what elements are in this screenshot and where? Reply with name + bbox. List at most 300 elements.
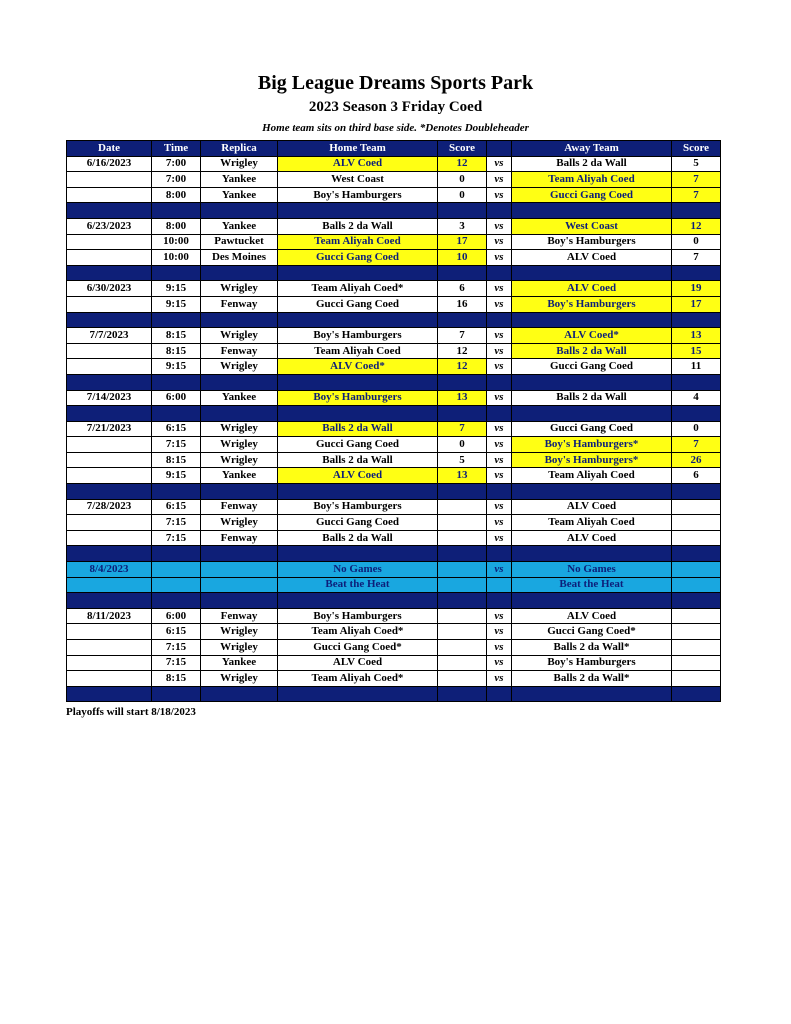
replica-field-cell: Fenway: [201, 296, 278, 312]
replica-field-cell: Fenway: [201, 608, 278, 624]
separator-cell: [278, 374, 438, 390]
date-cell: 8/4/2023: [67, 562, 152, 578]
replica-field-cell: Fenway: [201, 343, 278, 359]
time-cell: 9:15: [152, 468, 201, 484]
away-team-cell: ALV Coed: [512, 530, 672, 546]
separator-cell: [672, 484, 721, 500]
away-team-cell: Balls 2 da Wall: [512, 156, 672, 172]
separator-cell: [512, 203, 672, 219]
separator-cell: [278, 484, 438, 500]
separator-cell: [152, 203, 201, 219]
away-team-cell: Boy's Hamburgers*: [512, 437, 672, 453]
away-score-cell: [672, 562, 721, 578]
time-cell: 7:15: [152, 437, 201, 453]
home-score-cell: [438, 624, 487, 640]
date-cell: [67, 172, 152, 188]
separator-cell: [67, 406, 152, 422]
date-cell: 7/21/2023: [67, 421, 152, 437]
date-cell: [67, 437, 152, 453]
separator-cell: [67, 265, 152, 281]
date-cell: [67, 655, 152, 671]
home-team-cell: ALV Coed: [278, 156, 438, 172]
away-team-cell: Balls 2 da Wall: [512, 343, 672, 359]
week-separator-row: [67, 203, 721, 219]
away-team-cell: ALV Coed: [512, 499, 672, 515]
vs-cell: vs: [487, 499, 512, 515]
game-row: [67, 437, 721, 453]
replica-field-cell: Wrigley: [201, 437, 278, 453]
replica-field-cell: Wrigley: [201, 156, 278, 172]
date-cell: 6/23/2023: [67, 218, 152, 234]
vs-cell: vs: [487, 218, 512, 234]
vs-cell: vs: [487, 437, 512, 453]
away-score-cell: 7: [672, 250, 721, 266]
home-team-cell: Beat the Heat: [278, 577, 438, 593]
home-score-cell: [438, 515, 487, 531]
home-score-cell: 7: [438, 421, 487, 437]
separator-cell: [672, 593, 721, 609]
time-cell: 8:15: [152, 328, 201, 344]
away-score-cell: 0: [672, 421, 721, 437]
replica-field-cell: Des Moines: [201, 250, 278, 266]
separator-cell: [672, 312, 721, 328]
away-score-cell: [672, 671, 721, 687]
vs-cell: vs: [487, 640, 512, 656]
vs-cell: vs: [487, 172, 512, 188]
away-team-cell: No Games: [512, 562, 672, 578]
away-score-cell: [672, 608, 721, 624]
week-separator-row: [67, 312, 721, 328]
separator-cell: [67, 593, 152, 609]
date-cell: [67, 640, 152, 656]
separator-cell: [152, 546, 201, 562]
game-row: [67, 296, 721, 312]
vs-cell: vs: [487, 468, 512, 484]
date-cell: [67, 468, 152, 484]
home-score-cell: 13: [438, 468, 487, 484]
time-cell: 7:00: [152, 172, 201, 188]
home-team-cell: Balls 2 da Wall: [278, 218, 438, 234]
page-title: Big League Dreams Sports Park: [257, 72, 534, 94]
game-row: [67, 172, 721, 188]
away-team-cell: Gucci Gang Coed: [512, 187, 672, 203]
separator-cell: [152, 593, 201, 609]
time-cell: 7:15: [152, 655, 201, 671]
separator-cell: [672, 374, 721, 390]
date-cell: [67, 577, 152, 593]
separator-cell: [487, 265, 512, 281]
game-row: [67, 562, 721, 578]
away-team-cell: Balls 2 da Wall: [512, 390, 672, 406]
vs-cell: vs: [487, 624, 512, 640]
home-team-cell: Boy's Hamburgers: [278, 608, 438, 624]
away-team-cell: Boy's Hamburgers: [512, 234, 672, 250]
separator-cell: [152, 374, 201, 390]
game-row: [67, 452, 721, 468]
vs-cell: vs: [487, 343, 512, 359]
separator-cell: [438, 312, 487, 328]
date-cell: 6/16/2023: [67, 156, 152, 172]
date-cell: [67, 187, 152, 203]
home-score-cell: [438, 499, 487, 515]
replica-field-cell: Pawtucket: [201, 234, 278, 250]
separator-cell: [152, 265, 201, 281]
home-score-cell: 0: [438, 172, 487, 188]
replica-field-cell: Wrigley: [201, 640, 278, 656]
separator-cell: [201, 686, 278, 702]
vs-cell: vs: [487, 562, 512, 578]
replica-field-cell: Wrigley: [201, 359, 278, 375]
home-score-cell: [438, 530, 487, 546]
game-row: [67, 187, 721, 203]
date-cell: [67, 343, 152, 359]
week-separator-row: [67, 265, 721, 281]
separator-cell: [201, 546, 278, 562]
date-cell: [67, 530, 152, 546]
vs-cell: vs: [487, 328, 512, 344]
home-team-cell: Gucci Gang Coed: [278, 515, 438, 531]
game-row: [67, 655, 721, 671]
home-team-cell: Team Aliyah Coed: [278, 234, 438, 250]
away-score-cell: 12: [672, 218, 721, 234]
vs-cell: vs: [487, 359, 512, 375]
header-replica: Replica: [201, 141, 278, 157]
separator-cell: [201, 484, 278, 500]
header-away-score: Score: [672, 141, 721, 157]
header-date: Date: [67, 141, 152, 157]
home-score-cell: 10: [438, 250, 487, 266]
separator-cell: [278, 265, 438, 281]
game-row: [67, 530, 721, 546]
replica-field-cell: [201, 577, 278, 593]
home-team-cell: Gucci Gang Coed: [278, 437, 438, 453]
time-cell: 6:00: [152, 608, 201, 624]
header-away-team: Away Team: [512, 141, 672, 157]
vs-cell: [487, 577, 512, 593]
away-team-cell: West Coast: [512, 218, 672, 234]
separator-cell: [512, 406, 672, 422]
time-cell: 8:15: [152, 452, 201, 468]
separator-cell: [278, 406, 438, 422]
replica-field-cell: Yankee: [201, 655, 278, 671]
date-cell: 7/28/2023: [67, 499, 152, 515]
game-row: [67, 499, 721, 515]
separator-cell: [487, 374, 512, 390]
week-separator-row: [67, 406, 721, 422]
game-row: [67, 250, 721, 266]
game-row: [67, 421, 721, 437]
playoffs-note: Playoffs will start 8/18/2023: [66, 706, 196, 718]
date-cell: [67, 250, 152, 266]
separator-cell: [512, 686, 672, 702]
vs-cell: vs: [487, 671, 512, 687]
separator-cell: [278, 203, 438, 219]
week-separator-row: [67, 546, 721, 562]
away-team-cell: ALV Coed: [512, 250, 672, 266]
home-team-cell: Team Aliyah Coed*: [278, 624, 438, 640]
away-score-cell: [672, 515, 721, 531]
separator-cell: [152, 406, 201, 422]
separator-cell: [438, 484, 487, 500]
home-score-cell: 5: [438, 452, 487, 468]
home-score-cell: 3: [438, 218, 487, 234]
time-cell: 6:15: [152, 421, 201, 437]
separator-cell: [201, 593, 278, 609]
separator-cell: [67, 374, 152, 390]
time-cell: 9:15: [152, 281, 201, 297]
separator-cell: [512, 374, 672, 390]
away-team-cell: Beat the Heat: [512, 577, 672, 593]
date-cell: [67, 624, 152, 640]
separator-cell: [487, 312, 512, 328]
date-cell: [67, 359, 152, 375]
home-team-cell: Balls 2 da Wall: [278, 452, 438, 468]
home-score-cell: 6: [438, 281, 487, 297]
home-score-cell: 0: [438, 187, 487, 203]
week-separator-row: [67, 593, 721, 609]
separator-cell: [512, 312, 672, 328]
home-score-cell: 16: [438, 296, 487, 312]
header-time: Time: [152, 141, 201, 157]
home-score-cell: [438, 608, 487, 624]
replica-field-cell: Wrigley: [201, 452, 278, 468]
away-score-cell: 5: [672, 156, 721, 172]
away-team-cell: ALV Coed: [512, 608, 672, 624]
away-score-cell: 0: [672, 234, 721, 250]
date-cell: [67, 671, 152, 687]
away-team-cell: Team Aliyah Coed: [512, 172, 672, 188]
away-score-cell: 11: [672, 359, 721, 375]
schedule-note: Home team sits on third base side. *Denotes Doubleheader: [262, 122, 529, 134]
time-cell: 7:15: [152, 530, 201, 546]
date-cell: 8/11/2023: [67, 608, 152, 624]
separator-cell: [67, 484, 152, 500]
home-team-cell: Gucci Gang Coed: [278, 296, 438, 312]
time-cell: 10:00: [152, 234, 201, 250]
date-cell: 7/14/2023: [67, 390, 152, 406]
separator-cell: [438, 203, 487, 219]
replica-field-cell: Yankee: [201, 468, 278, 484]
separator-cell: [438, 406, 487, 422]
schedule-table: [66, 140, 721, 702]
home-score-cell: [438, 655, 487, 671]
game-row: [67, 156, 721, 172]
separator-cell: [201, 406, 278, 422]
game-row: [67, 640, 721, 656]
separator-cell: [512, 546, 672, 562]
separator-cell: [67, 312, 152, 328]
separator-cell: [201, 374, 278, 390]
home-team-cell: Boy's Hamburgers: [278, 328, 438, 344]
away-score-cell: 7: [672, 172, 721, 188]
vs-cell: vs: [487, 515, 512, 531]
separator-cell: [67, 686, 152, 702]
separator-cell: [438, 265, 487, 281]
separator-cell: [438, 546, 487, 562]
home-team-cell: West Coast: [278, 172, 438, 188]
away-score-cell: 15: [672, 343, 721, 359]
header-vs: [487, 141, 512, 157]
home-score-cell: [438, 577, 487, 593]
home-team-cell: Boy's Hamburgers: [278, 390, 438, 406]
game-row: [67, 468, 721, 484]
separator-cell: [278, 546, 438, 562]
time-cell: 9:15: [152, 296, 201, 312]
home-team-cell: Gucci Gang Coed*: [278, 640, 438, 656]
header-home-score: Score: [438, 141, 487, 157]
separator-cell: [201, 203, 278, 219]
separator-cell: [152, 686, 201, 702]
home-team-cell: Team Aliyah Coed: [278, 343, 438, 359]
away-score-cell: [672, 530, 721, 546]
away-team-cell: Team Aliyah Coed: [512, 468, 672, 484]
vs-cell: vs: [487, 234, 512, 250]
separator-cell: [487, 484, 512, 500]
week-separator-row: [67, 484, 721, 500]
away-team-cell: Boy's Hamburgers: [512, 655, 672, 671]
replica-field-cell: Wrigley: [201, 671, 278, 687]
replica-field-cell: Yankee: [201, 172, 278, 188]
time-cell: 7:15: [152, 640, 201, 656]
separator-cell: [278, 593, 438, 609]
separator-cell: [278, 312, 438, 328]
game-row: [67, 515, 721, 531]
away-score-cell: 17: [672, 296, 721, 312]
separator-cell: [487, 406, 512, 422]
away-team-cell: Gucci Gang Coed: [512, 421, 672, 437]
game-row: [67, 577, 721, 593]
home-team-cell: ALV Coed: [278, 468, 438, 484]
replica-field-cell: Wrigley: [201, 328, 278, 344]
time-cell: 6:00: [152, 390, 201, 406]
game-row: [67, 671, 721, 687]
game-row: [67, 218, 721, 234]
away-score-cell: 7: [672, 187, 721, 203]
game-row: [67, 234, 721, 250]
separator-cell: [672, 203, 721, 219]
separator-cell: [278, 686, 438, 702]
away-team-cell: Boy's Hamburgers*: [512, 452, 672, 468]
replica-field-cell: Yankee: [201, 390, 278, 406]
away-score-cell: 4: [672, 390, 721, 406]
home-team-cell: Team Aliyah Coed*: [278, 281, 438, 297]
away-team-cell: Balls 2 da Wall*: [512, 640, 672, 656]
away-score-cell: [672, 655, 721, 671]
away-team-cell: ALV Coed: [512, 281, 672, 297]
home-score-cell: [438, 640, 487, 656]
separator-cell: [152, 484, 201, 500]
home-score-cell: [438, 562, 487, 578]
away-score-cell: 6: [672, 468, 721, 484]
time-cell: [152, 577, 201, 593]
away-team-cell: Gucci Gang Coed: [512, 359, 672, 375]
time-cell: 7:15: [152, 515, 201, 531]
replica-field-cell: [201, 562, 278, 578]
time-cell: 8:15: [152, 343, 201, 359]
date-cell: [67, 234, 152, 250]
date-cell: [67, 296, 152, 312]
away-team-cell: ALV Coed*: [512, 328, 672, 344]
time-cell: 6:15: [152, 624, 201, 640]
separator-cell: [512, 265, 672, 281]
date-cell: 7/7/2023: [67, 328, 152, 344]
replica-field-cell: Wrigley: [201, 421, 278, 437]
replica-field-cell: Yankee: [201, 187, 278, 203]
away-score-cell: 13: [672, 328, 721, 344]
home-score-cell: [438, 671, 487, 687]
separator-cell: [672, 265, 721, 281]
vs-cell: vs: [487, 187, 512, 203]
separator-cell: [438, 593, 487, 609]
replica-field-cell: Fenway: [201, 530, 278, 546]
separator-cell: [201, 265, 278, 281]
game-row: [67, 359, 721, 375]
separator-cell: [438, 374, 487, 390]
time-cell: 10:00: [152, 250, 201, 266]
away-score-cell: 26: [672, 452, 721, 468]
vs-cell: vs: [487, 250, 512, 266]
away-score-cell: [672, 577, 721, 593]
away-team-cell: Team Aliyah Coed: [512, 515, 672, 531]
separator-cell: [201, 312, 278, 328]
away-score-cell: 19: [672, 281, 721, 297]
home-score-cell: 0: [438, 437, 487, 453]
separator-cell: [67, 203, 152, 219]
game-row: [67, 328, 721, 344]
home-score-cell: 7: [438, 328, 487, 344]
separator-cell: [438, 686, 487, 702]
vs-cell: vs: [487, 281, 512, 297]
away-score-cell: [672, 624, 721, 640]
home-team-cell: Balls 2 da Wall: [278, 530, 438, 546]
home-score-cell: 12: [438, 156, 487, 172]
home-team-cell: Boy's Hamburgers: [278, 187, 438, 203]
away-team-cell: Boy's Hamburgers: [512, 296, 672, 312]
replica-field-cell: Fenway: [201, 499, 278, 515]
home-score-cell: 13: [438, 390, 487, 406]
date-cell: [67, 452, 152, 468]
separator-cell: [487, 686, 512, 702]
vs-cell: vs: [487, 390, 512, 406]
vs-cell: vs: [487, 608, 512, 624]
date-cell: 6/30/2023: [67, 281, 152, 297]
week-separator-row: [67, 374, 721, 390]
game-row: [67, 608, 721, 624]
home-score-cell: 12: [438, 343, 487, 359]
away-team-cell: Gucci Gang Coed*: [512, 624, 672, 640]
separator-cell: [512, 593, 672, 609]
time-cell: [152, 562, 201, 578]
header-row: [67, 141, 721, 157]
week-separator-row: [67, 686, 721, 702]
game-row: [67, 624, 721, 640]
vs-cell: vs: [487, 296, 512, 312]
separator-cell: [512, 484, 672, 500]
home-team-cell: Gucci Gang Coed: [278, 250, 438, 266]
time-cell: 8:00: [152, 218, 201, 234]
separator-cell: [487, 546, 512, 562]
home-score-cell: 12: [438, 359, 487, 375]
separator-cell: [487, 203, 512, 219]
time-cell: 8:00: [152, 187, 201, 203]
separator-cell: [672, 406, 721, 422]
vs-cell: vs: [487, 452, 512, 468]
away-score-cell: 7: [672, 437, 721, 453]
game-row: [67, 343, 721, 359]
away-score-cell: [672, 499, 721, 515]
vs-cell: vs: [487, 156, 512, 172]
replica-field-cell: Wrigley: [201, 515, 278, 531]
